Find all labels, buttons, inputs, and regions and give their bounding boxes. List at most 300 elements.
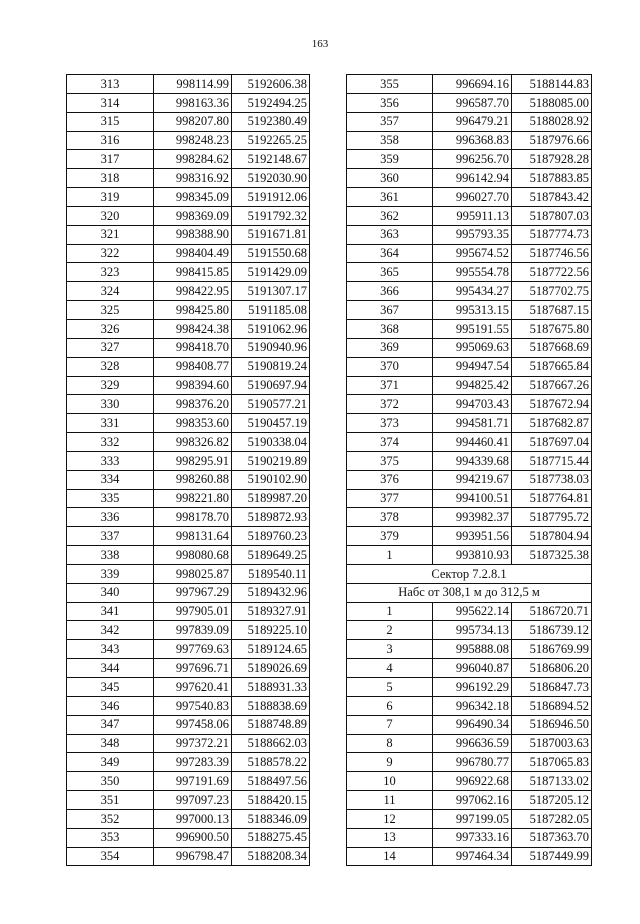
y-coordinate-cell: 5191307.17 xyxy=(232,282,310,301)
table-row xyxy=(67,357,310,376)
y-coordinate-cell: 5192606.38 xyxy=(232,75,310,94)
table-row xyxy=(67,263,310,282)
y-coordinate-cell: 5192030.90 xyxy=(232,169,310,188)
point-number-cell: 371 xyxy=(347,376,433,395)
point-number-cell: 329 xyxy=(67,376,154,395)
table-row xyxy=(347,338,592,357)
x-coordinate-cell: 996256.70 xyxy=(433,150,512,169)
x-coordinate-cell: 993810.93 xyxy=(433,546,512,565)
table-row xyxy=(67,772,310,791)
table-row xyxy=(67,508,310,527)
point-number-cell: 327 xyxy=(67,338,154,357)
y-coordinate-cell: 5187807.03 xyxy=(512,206,592,225)
y-coordinate-cell: 5187205.12 xyxy=(512,791,592,810)
x-coordinate-cell: 996798.47 xyxy=(154,847,232,866)
point-number-cell: 353 xyxy=(67,828,154,847)
point-number-cell: 350 xyxy=(67,772,154,791)
x-coordinate-cell: 996142.94 xyxy=(433,169,512,188)
point-number-cell: 6 xyxy=(347,696,433,715)
x-coordinate-cell: 998353.60 xyxy=(154,414,232,433)
point-number-cell: 328 xyxy=(67,357,154,376)
table-row xyxy=(347,828,592,847)
point-number-cell: 317 xyxy=(67,150,154,169)
x-coordinate-cell: 998424.38 xyxy=(154,319,232,338)
y-coordinate-cell: 5188497.56 xyxy=(232,772,310,791)
x-coordinate-cell: 997839.09 xyxy=(154,621,232,640)
x-coordinate-cell: 997464.34 xyxy=(433,847,512,866)
y-coordinate-cell: 5187325.38 xyxy=(512,546,592,565)
point-number-cell: 341 xyxy=(67,602,154,621)
point-number-cell: 375 xyxy=(347,451,433,470)
point-number-cell: 7 xyxy=(347,715,433,734)
point-number-cell: 352 xyxy=(67,809,154,828)
table-row xyxy=(347,715,592,734)
x-coordinate-cell: 997905.01 xyxy=(154,602,232,621)
y-coordinate-cell: 5188838.69 xyxy=(232,696,310,715)
table-row xyxy=(347,263,592,282)
sector-title: Сектор 7.2.8.1 xyxy=(347,564,592,583)
x-coordinate-cell: 998025.87 xyxy=(154,564,232,583)
right-coordinates-table xyxy=(346,74,592,866)
x-coordinate-cell: 995554.78 xyxy=(433,263,512,282)
x-coordinate-cell: 996040.87 xyxy=(433,659,512,678)
x-coordinate-cell: 996368.83 xyxy=(433,131,512,150)
table-row xyxy=(347,470,592,489)
y-coordinate-cell: 5186739.12 xyxy=(512,621,592,640)
table-row xyxy=(67,414,310,433)
x-coordinate-cell: 998260.88 xyxy=(154,470,232,489)
y-coordinate-cell: 5187672.94 xyxy=(512,395,592,414)
point-number-cell: 11 xyxy=(347,791,433,810)
point-number-cell: 368 xyxy=(347,319,433,338)
point-number-cell: 335 xyxy=(67,489,154,508)
y-coordinate-cell: 5187804.94 xyxy=(512,527,592,546)
x-coordinate-cell: 996027.70 xyxy=(433,188,512,207)
x-coordinate-cell: 994100.51 xyxy=(433,489,512,508)
table-row xyxy=(67,188,310,207)
table-row xyxy=(67,753,310,772)
point-number-cell: 343 xyxy=(67,640,154,659)
point-number-cell: 324 xyxy=(67,282,154,301)
x-coordinate-cell: 995313.15 xyxy=(433,301,512,320)
point-number-cell: 336 xyxy=(67,508,154,527)
y-coordinate-cell: 5189124.65 xyxy=(232,640,310,659)
y-coordinate-cell: 5187065.83 xyxy=(512,753,592,772)
x-coordinate-cell: 996479.21 xyxy=(433,112,512,131)
table-row xyxy=(67,301,310,320)
point-number-cell: 367 xyxy=(347,301,433,320)
table-row xyxy=(67,470,310,489)
table-row xyxy=(67,451,310,470)
x-coordinate-cell: 994947.54 xyxy=(433,357,512,376)
point-number-cell: 374 xyxy=(347,433,433,452)
y-coordinate-cell: 5187738.03 xyxy=(512,470,592,489)
point-number-cell: 361 xyxy=(347,188,433,207)
x-coordinate-cell: 998425.80 xyxy=(154,301,232,320)
table-row xyxy=(67,93,310,112)
table-row xyxy=(67,640,310,659)
x-coordinate-cell: 997372.21 xyxy=(154,734,232,753)
y-coordinate-cell: 5187764.81 xyxy=(512,489,592,508)
table-row xyxy=(67,319,310,338)
table-row xyxy=(347,791,592,810)
point-number-cell: 359 xyxy=(347,150,433,169)
point-number-cell: 340 xyxy=(67,583,154,602)
table-row xyxy=(347,602,592,621)
table-row xyxy=(67,376,310,395)
y-coordinate-cell: 5189760.23 xyxy=(232,527,310,546)
y-coordinate-cell: 5191185.08 xyxy=(232,301,310,320)
table-row xyxy=(347,546,592,565)
x-coordinate-cell: 995911.13 xyxy=(433,206,512,225)
point-number-cell: 333 xyxy=(67,451,154,470)
x-coordinate-cell: 998080.68 xyxy=(154,546,232,565)
y-coordinate-cell: 5189540.11 xyxy=(232,564,310,583)
y-coordinate-cell: 5188028.92 xyxy=(512,112,592,131)
table-row xyxy=(347,433,592,452)
x-coordinate-cell: 996342.18 xyxy=(433,696,512,715)
x-coordinate-cell: 995734.13 xyxy=(433,621,512,640)
x-coordinate-cell: 996587.70 xyxy=(433,93,512,112)
table-row xyxy=(67,131,310,150)
y-coordinate-cell: 5187449.99 xyxy=(512,847,592,866)
y-coordinate-cell: 5186769.99 xyxy=(512,640,592,659)
table-row xyxy=(347,131,592,150)
point-number-cell: 372 xyxy=(347,395,433,414)
x-coordinate-cell: 998345.09 xyxy=(154,188,232,207)
y-coordinate-cell: 5187976.66 xyxy=(512,131,592,150)
x-coordinate-cell: 994219.67 xyxy=(433,470,512,489)
x-coordinate-cell: 998415.85 xyxy=(154,263,232,282)
x-coordinate-cell: 998221.80 xyxy=(154,489,232,508)
y-coordinate-cell: 5189225.10 xyxy=(232,621,310,640)
table-row xyxy=(347,357,592,376)
table-row xyxy=(347,451,592,470)
point-number-cell: 314 xyxy=(67,93,154,112)
table-row xyxy=(347,527,592,546)
x-coordinate-cell: 998388.90 xyxy=(154,225,232,244)
sector-header-row xyxy=(347,583,592,602)
point-number-cell: 376 xyxy=(347,470,433,489)
left-coordinates-table xyxy=(66,74,310,866)
x-coordinate-cell: 995888.08 xyxy=(433,640,512,659)
table-row xyxy=(347,753,592,772)
table-row xyxy=(347,640,592,659)
x-coordinate-cell: 995069.63 xyxy=(433,338,512,357)
point-number-cell: 362 xyxy=(347,206,433,225)
point-number-cell: 354 xyxy=(67,847,154,866)
point-number-cell: 313 xyxy=(67,75,154,94)
table-row xyxy=(67,75,310,94)
x-coordinate-cell: 996490.34 xyxy=(433,715,512,734)
point-number-cell: 332 xyxy=(67,433,154,452)
y-coordinate-cell: 5192494.25 xyxy=(232,93,310,112)
point-number-cell: 351 xyxy=(67,791,154,810)
point-number-cell: 3 xyxy=(347,640,433,659)
point-number-cell: 2 xyxy=(347,621,433,640)
sector-subtitle: Набс от 308,1 м до 312,5 м xyxy=(347,583,592,602)
point-number-cell: 330 xyxy=(67,395,154,414)
point-number-cell: 373 xyxy=(347,414,433,433)
point-number-cell: 321 xyxy=(67,225,154,244)
y-coordinate-cell: 5186894.52 xyxy=(512,696,592,715)
point-number-cell: 331 xyxy=(67,414,154,433)
y-coordinate-cell: 5189872.93 xyxy=(232,508,310,527)
x-coordinate-cell: 998369.09 xyxy=(154,206,232,225)
table-row xyxy=(347,376,592,395)
y-coordinate-cell: 5189026.69 xyxy=(232,659,310,678)
table-row xyxy=(67,527,310,546)
table-row xyxy=(67,847,310,866)
x-coordinate-cell: 997283.39 xyxy=(154,753,232,772)
table-row xyxy=(347,414,592,433)
x-coordinate-cell: 998114.99 xyxy=(154,75,232,94)
table-row xyxy=(67,564,310,583)
x-coordinate-cell: 997540.83 xyxy=(154,696,232,715)
y-coordinate-cell: 5187843.42 xyxy=(512,188,592,207)
x-coordinate-cell: 998248.23 xyxy=(154,131,232,150)
page-number: 163 xyxy=(311,38,329,50)
x-coordinate-cell: 996636.59 xyxy=(433,734,512,753)
x-coordinate-cell: 996922.68 xyxy=(433,772,512,791)
x-coordinate-cell: 998316.92 xyxy=(154,169,232,188)
y-coordinate-cell: 5187774.73 xyxy=(512,225,592,244)
table-row xyxy=(347,225,592,244)
y-coordinate-cell: 5187667.26 xyxy=(512,376,592,395)
table-row xyxy=(67,715,310,734)
point-number-cell: 5 xyxy=(347,678,433,697)
table-row xyxy=(347,150,592,169)
y-coordinate-cell: 5192265.25 xyxy=(232,131,310,150)
table-row xyxy=(347,508,592,527)
table-row xyxy=(67,659,310,678)
point-number-cell: 366 xyxy=(347,282,433,301)
table-row xyxy=(347,678,592,697)
x-coordinate-cell: 994703.43 xyxy=(433,395,512,414)
y-coordinate-cell: 5188931.33 xyxy=(232,678,310,697)
x-coordinate-cell: 997191.69 xyxy=(154,772,232,791)
y-coordinate-cell: 5187883.85 xyxy=(512,169,592,188)
x-coordinate-cell: 994339.68 xyxy=(433,451,512,470)
y-coordinate-cell: 5188144.83 xyxy=(512,75,592,94)
y-coordinate-cell: 5190338.04 xyxy=(232,433,310,452)
x-coordinate-cell: 996694.16 xyxy=(433,75,512,94)
y-coordinate-cell: 5187363.70 xyxy=(512,828,592,847)
y-coordinate-cell: 5186946.50 xyxy=(512,715,592,734)
point-number-cell: 369 xyxy=(347,338,433,357)
x-coordinate-cell: 998207.80 xyxy=(154,112,232,131)
table-row xyxy=(67,150,310,169)
x-coordinate-cell: 995434.27 xyxy=(433,282,512,301)
y-coordinate-cell: 5190577.21 xyxy=(232,395,310,414)
point-number-cell: 360 xyxy=(347,169,433,188)
x-coordinate-cell: 997097.23 xyxy=(154,791,232,810)
y-coordinate-cell: 5191429.09 xyxy=(232,263,310,282)
table-row xyxy=(347,206,592,225)
y-coordinate-cell: 5192148.67 xyxy=(232,150,310,169)
y-coordinate-cell: 5192380.49 xyxy=(232,112,310,131)
y-coordinate-cell: 5188208.34 xyxy=(232,847,310,866)
y-coordinate-cell: 5187702.75 xyxy=(512,282,592,301)
x-coordinate-cell: 994581.71 xyxy=(433,414,512,433)
table-row xyxy=(67,338,310,357)
y-coordinate-cell: 5187282.05 xyxy=(512,809,592,828)
x-coordinate-cell: 993982.37 xyxy=(433,508,512,527)
x-coordinate-cell: 998284.62 xyxy=(154,150,232,169)
table-row xyxy=(347,169,592,188)
table-row xyxy=(67,206,310,225)
y-coordinate-cell: 5190819.24 xyxy=(232,357,310,376)
y-coordinate-cell: 5190940.96 xyxy=(232,338,310,357)
point-number-cell: 346 xyxy=(67,696,154,715)
y-coordinate-cell: 5187133.02 xyxy=(512,772,592,791)
table-row xyxy=(347,75,592,94)
y-coordinate-cell: 5188420.15 xyxy=(232,791,310,810)
y-coordinate-cell: 5187682.87 xyxy=(512,414,592,433)
table-row xyxy=(67,583,310,602)
point-number-cell: 12 xyxy=(347,809,433,828)
point-number-cell: 364 xyxy=(347,244,433,263)
x-coordinate-cell: 997333.16 xyxy=(433,828,512,847)
y-coordinate-cell: 5190457.19 xyxy=(232,414,310,433)
point-number-cell: 319 xyxy=(67,188,154,207)
x-coordinate-cell: 994460.41 xyxy=(433,433,512,452)
table-row xyxy=(67,809,310,828)
x-coordinate-cell: 995191.55 xyxy=(433,319,512,338)
y-coordinate-cell: 5188275.45 xyxy=(232,828,310,847)
point-number-cell: 339 xyxy=(67,564,154,583)
y-coordinate-cell: 5190102.90 xyxy=(232,470,310,489)
y-coordinate-cell: 5187675.80 xyxy=(512,319,592,338)
y-coordinate-cell: 5187697.04 xyxy=(512,433,592,452)
table-row xyxy=(67,678,310,697)
point-number-cell: 1 xyxy=(347,602,433,621)
table-row xyxy=(67,828,310,847)
y-coordinate-cell: 5187928.28 xyxy=(512,150,592,169)
table-row xyxy=(347,188,592,207)
x-coordinate-cell: 997199.05 xyxy=(433,809,512,828)
point-number-cell: 323 xyxy=(67,263,154,282)
point-number-cell: 347 xyxy=(67,715,154,734)
x-coordinate-cell: 998404.49 xyxy=(154,244,232,263)
x-coordinate-cell: 998163.36 xyxy=(154,93,232,112)
table-row xyxy=(67,282,310,301)
y-coordinate-cell: 5188748.89 xyxy=(232,715,310,734)
point-number-cell: 334 xyxy=(67,470,154,489)
point-number-cell: 344 xyxy=(67,659,154,678)
x-coordinate-cell: 997000.13 xyxy=(154,809,232,828)
point-number-cell: 363 xyxy=(347,225,433,244)
point-number-cell: 14 xyxy=(347,847,433,866)
table-row xyxy=(347,734,592,753)
table-row xyxy=(67,169,310,188)
x-coordinate-cell: 996780.77 xyxy=(433,753,512,772)
table-row xyxy=(67,602,310,621)
x-coordinate-cell: 993951.56 xyxy=(433,527,512,546)
point-number-cell: 13 xyxy=(347,828,433,847)
table-row xyxy=(67,112,310,131)
y-coordinate-cell: 5191550.68 xyxy=(232,244,310,263)
x-coordinate-cell: 998422.95 xyxy=(154,282,232,301)
table-row xyxy=(67,791,310,810)
point-number-cell: 349 xyxy=(67,753,154,772)
y-coordinate-cell: 5190219.89 xyxy=(232,451,310,470)
x-coordinate-cell: 998295.91 xyxy=(154,451,232,470)
table-row xyxy=(67,621,310,640)
point-number-cell: 357 xyxy=(347,112,433,131)
point-number-cell: 378 xyxy=(347,508,433,527)
x-coordinate-cell: 995793.35 xyxy=(433,225,512,244)
y-coordinate-cell: 5187746.56 xyxy=(512,244,592,263)
point-number-cell: 370 xyxy=(347,357,433,376)
point-number-cell: 355 xyxy=(347,75,433,94)
x-coordinate-cell: 997062.16 xyxy=(433,791,512,810)
table-row xyxy=(347,244,592,263)
x-coordinate-cell: 996900.50 xyxy=(154,828,232,847)
table-row xyxy=(67,433,310,452)
table-row xyxy=(67,734,310,753)
y-coordinate-cell: 5188578.22 xyxy=(232,753,310,772)
point-number-cell: 318 xyxy=(67,169,154,188)
table-row xyxy=(347,489,592,508)
x-coordinate-cell: 998418.70 xyxy=(154,338,232,357)
y-coordinate-cell: 5191792.32 xyxy=(232,206,310,225)
sector-header-row xyxy=(347,564,592,583)
table-row xyxy=(347,696,592,715)
y-coordinate-cell: 5191062.96 xyxy=(232,319,310,338)
table-row xyxy=(347,809,592,828)
point-number-cell: 337 xyxy=(67,527,154,546)
table-row xyxy=(67,395,310,414)
x-coordinate-cell: 997769.63 xyxy=(154,640,232,659)
point-number-cell: 358 xyxy=(347,131,433,150)
table-row xyxy=(347,621,592,640)
y-coordinate-cell: 5187668.69 xyxy=(512,338,592,357)
point-number-cell: 316 xyxy=(67,131,154,150)
table-row xyxy=(347,659,592,678)
x-coordinate-cell: 998178.70 xyxy=(154,508,232,527)
point-number-cell: 4 xyxy=(347,659,433,678)
y-coordinate-cell: 5186847.73 xyxy=(512,678,592,697)
x-coordinate-cell: 997696.71 xyxy=(154,659,232,678)
y-coordinate-cell: 5186720.71 xyxy=(512,602,592,621)
point-number-cell: 365 xyxy=(347,263,433,282)
x-coordinate-cell: 997620.41 xyxy=(154,678,232,697)
point-number-cell: 1 xyxy=(347,546,433,565)
y-coordinate-cell: 5189649.25 xyxy=(232,546,310,565)
point-number-cell: 320 xyxy=(67,206,154,225)
y-coordinate-cell: 5191912.06 xyxy=(232,188,310,207)
table-row xyxy=(347,93,592,112)
y-coordinate-cell: 5189327.91 xyxy=(232,602,310,621)
x-coordinate-cell: 998394.60 xyxy=(154,376,232,395)
table-row xyxy=(67,489,310,508)
point-number-cell: 9 xyxy=(347,753,433,772)
point-number-cell: 345 xyxy=(67,678,154,697)
y-coordinate-cell: 5187722.56 xyxy=(512,263,592,282)
x-coordinate-cell: 998326.82 xyxy=(154,433,232,452)
y-coordinate-cell: 5191671.81 xyxy=(232,225,310,244)
x-coordinate-cell: 998131.64 xyxy=(154,527,232,546)
point-number-cell: 8 xyxy=(347,734,433,753)
table-row xyxy=(347,112,592,131)
x-coordinate-cell: 994825.42 xyxy=(433,376,512,395)
point-number-cell: 356 xyxy=(347,93,433,112)
y-coordinate-cell: 5188662.03 xyxy=(232,734,310,753)
point-number-cell: 322 xyxy=(67,244,154,263)
y-coordinate-cell: 5189987.20 xyxy=(232,489,310,508)
y-coordinate-cell: 5189432.96 xyxy=(232,583,310,602)
